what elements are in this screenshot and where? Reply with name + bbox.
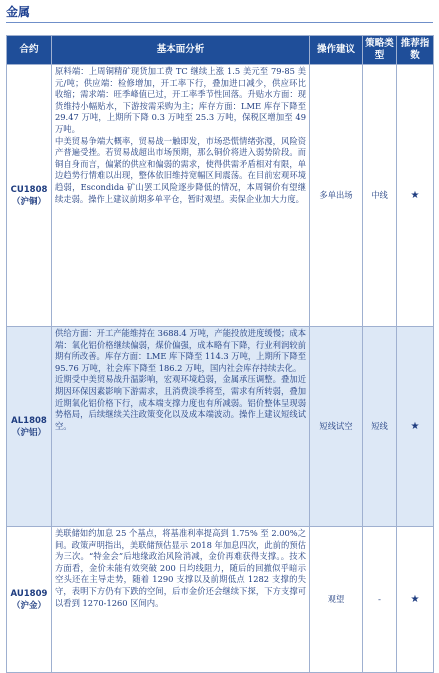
strategy-cell: - [363, 527, 397, 673]
analysis-paragraph: 供给方面：开工产能维持在 3688.4 万吨，产能投放进度缓慢；成本端：氧化铝价格继续偏弱，煤价偏强，成本略有下降，行业利润较前期有所改善。库存方面：LME 库下降至 114.3 万吨，上期所下降至 95.76 万吨，社会库下降至 186.2 万吨，国内社会库存持续去化。 [55, 328, 306, 373]
rating-star-icon: ★ [397, 327, 434, 527]
header-rating: 推荐指数 [397, 36, 434, 65]
strategy-cell: 短线 [363, 327, 397, 527]
suggestion-cell: 短线试空 [310, 327, 363, 527]
rating-star-icon: ★ [397, 65, 434, 327]
analysis-paragraph: 近期受中美贸易战升温影响，宏观环境趋弱，金属承压调整。叠加近期因环保因素影响下游需求，且消费淡季将至，需求有所转弱，叠加近期氧化铝价格下行，成本端支撑力度也有所减弱。铝价整体呈现弱势格局，后续继续关注政策变化以及成本端波动。操作上建议短线试空。 [55, 374, 306, 431]
contract-name: （沪铝） [11, 427, 46, 438]
metals-strategy-table [6, 35, 434, 673]
header-contract: 合约 [7, 36, 52, 65]
contract-code: AL1808 [11, 415, 47, 426]
contract-name: （沪金） [11, 600, 46, 611]
analysis-cell [52, 327, 310, 527]
table-row [7, 65, 434, 327]
contract-name: （沪铜） [11, 196, 46, 207]
contract-code: CU1808 [10, 184, 48, 195]
analysis-paragraph: 美联储如约加息 25 个基点，将基准利率提高到 1.75% 至 2.00%之间。政策声明指出，美联储预估显示 2018 年加息四次，此前的预估为三次。“特金会”后地缘政治风险消减，金价再难获得支撑。。技术方面看，金价未能有效突破 200 日均线阻力，随后的回撤似乎暗示空头还在主导走势，随着 1290 支撑以及前期低点 1282 支撑的失守，表明下方仍有下跌的空间，后市金价还会继续下探，下方支撑可以看到 1270-1260 区间内。 [55, 528, 306, 608]
header-suggestion: 操作建议 [310, 36, 363, 65]
analysis-cell [52, 65, 310, 327]
suggestion-cell: 多单出场 [310, 65, 363, 327]
header-analysis: 基本面分析 [52, 36, 310, 65]
header-strategy: 策略类型 [363, 36, 397, 65]
suggestion-cell: 观望 [310, 527, 363, 673]
analysis-paragraph: 中美贸易争端大概率，贸易战一触即发，市场恐慌情绪弥漫，风险资产普遍受挫。若贸易战超出市场预期，那么铜价将进入弱势阶段。而铜自身而言，偏紧的供应和偏弱的需求，使得供需矛盾相对有限，单边趋势行情难以出现，整体依旧维持宽幅区间震荡。在目前宏观环境趋弱，Escondida 矿山罢工风险逐步降低的情况，本周铜价有望继续走弱。操作上建议前期多单平仓，暂时观望。卖保企业加大力度。 [55, 135, 306, 204]
section-title: 金属 [6, 5, 31, 19]
contract-cell [7, 65, 52, 327]
title-divider [6, 22, 433, 23]
table-header-row [7, 36, 434, 65]
contract-code: AU1809 [10, 588, 48, 599]
strategy-cell: 中线 [363, 65, 397, 327]
rating-star-icon: ★ [397, 527, 434, 673]
contract-cell [7, 327, 52, 527]
table-row [7, 327, 434, 527]
analysis-paragraph: 原料端：上周铜精矿现货加工费 TC 继续上涨 1.5 美元至 79-85 美元/吨；供应端：检修增加，开工率下行，叠加进口减少，供应环比收缩；需求端：旺季峰值已过，开工率季节性回落。升贴水方面：现货维持小幅贴水，下游按需采购为主；库存方面：LME 库存下降至 29.47 万吨，上期所下降 0.3 万吨至 25.3 万吨，保税区增加至 49 万吨。 [55, 66, 306, 134]
